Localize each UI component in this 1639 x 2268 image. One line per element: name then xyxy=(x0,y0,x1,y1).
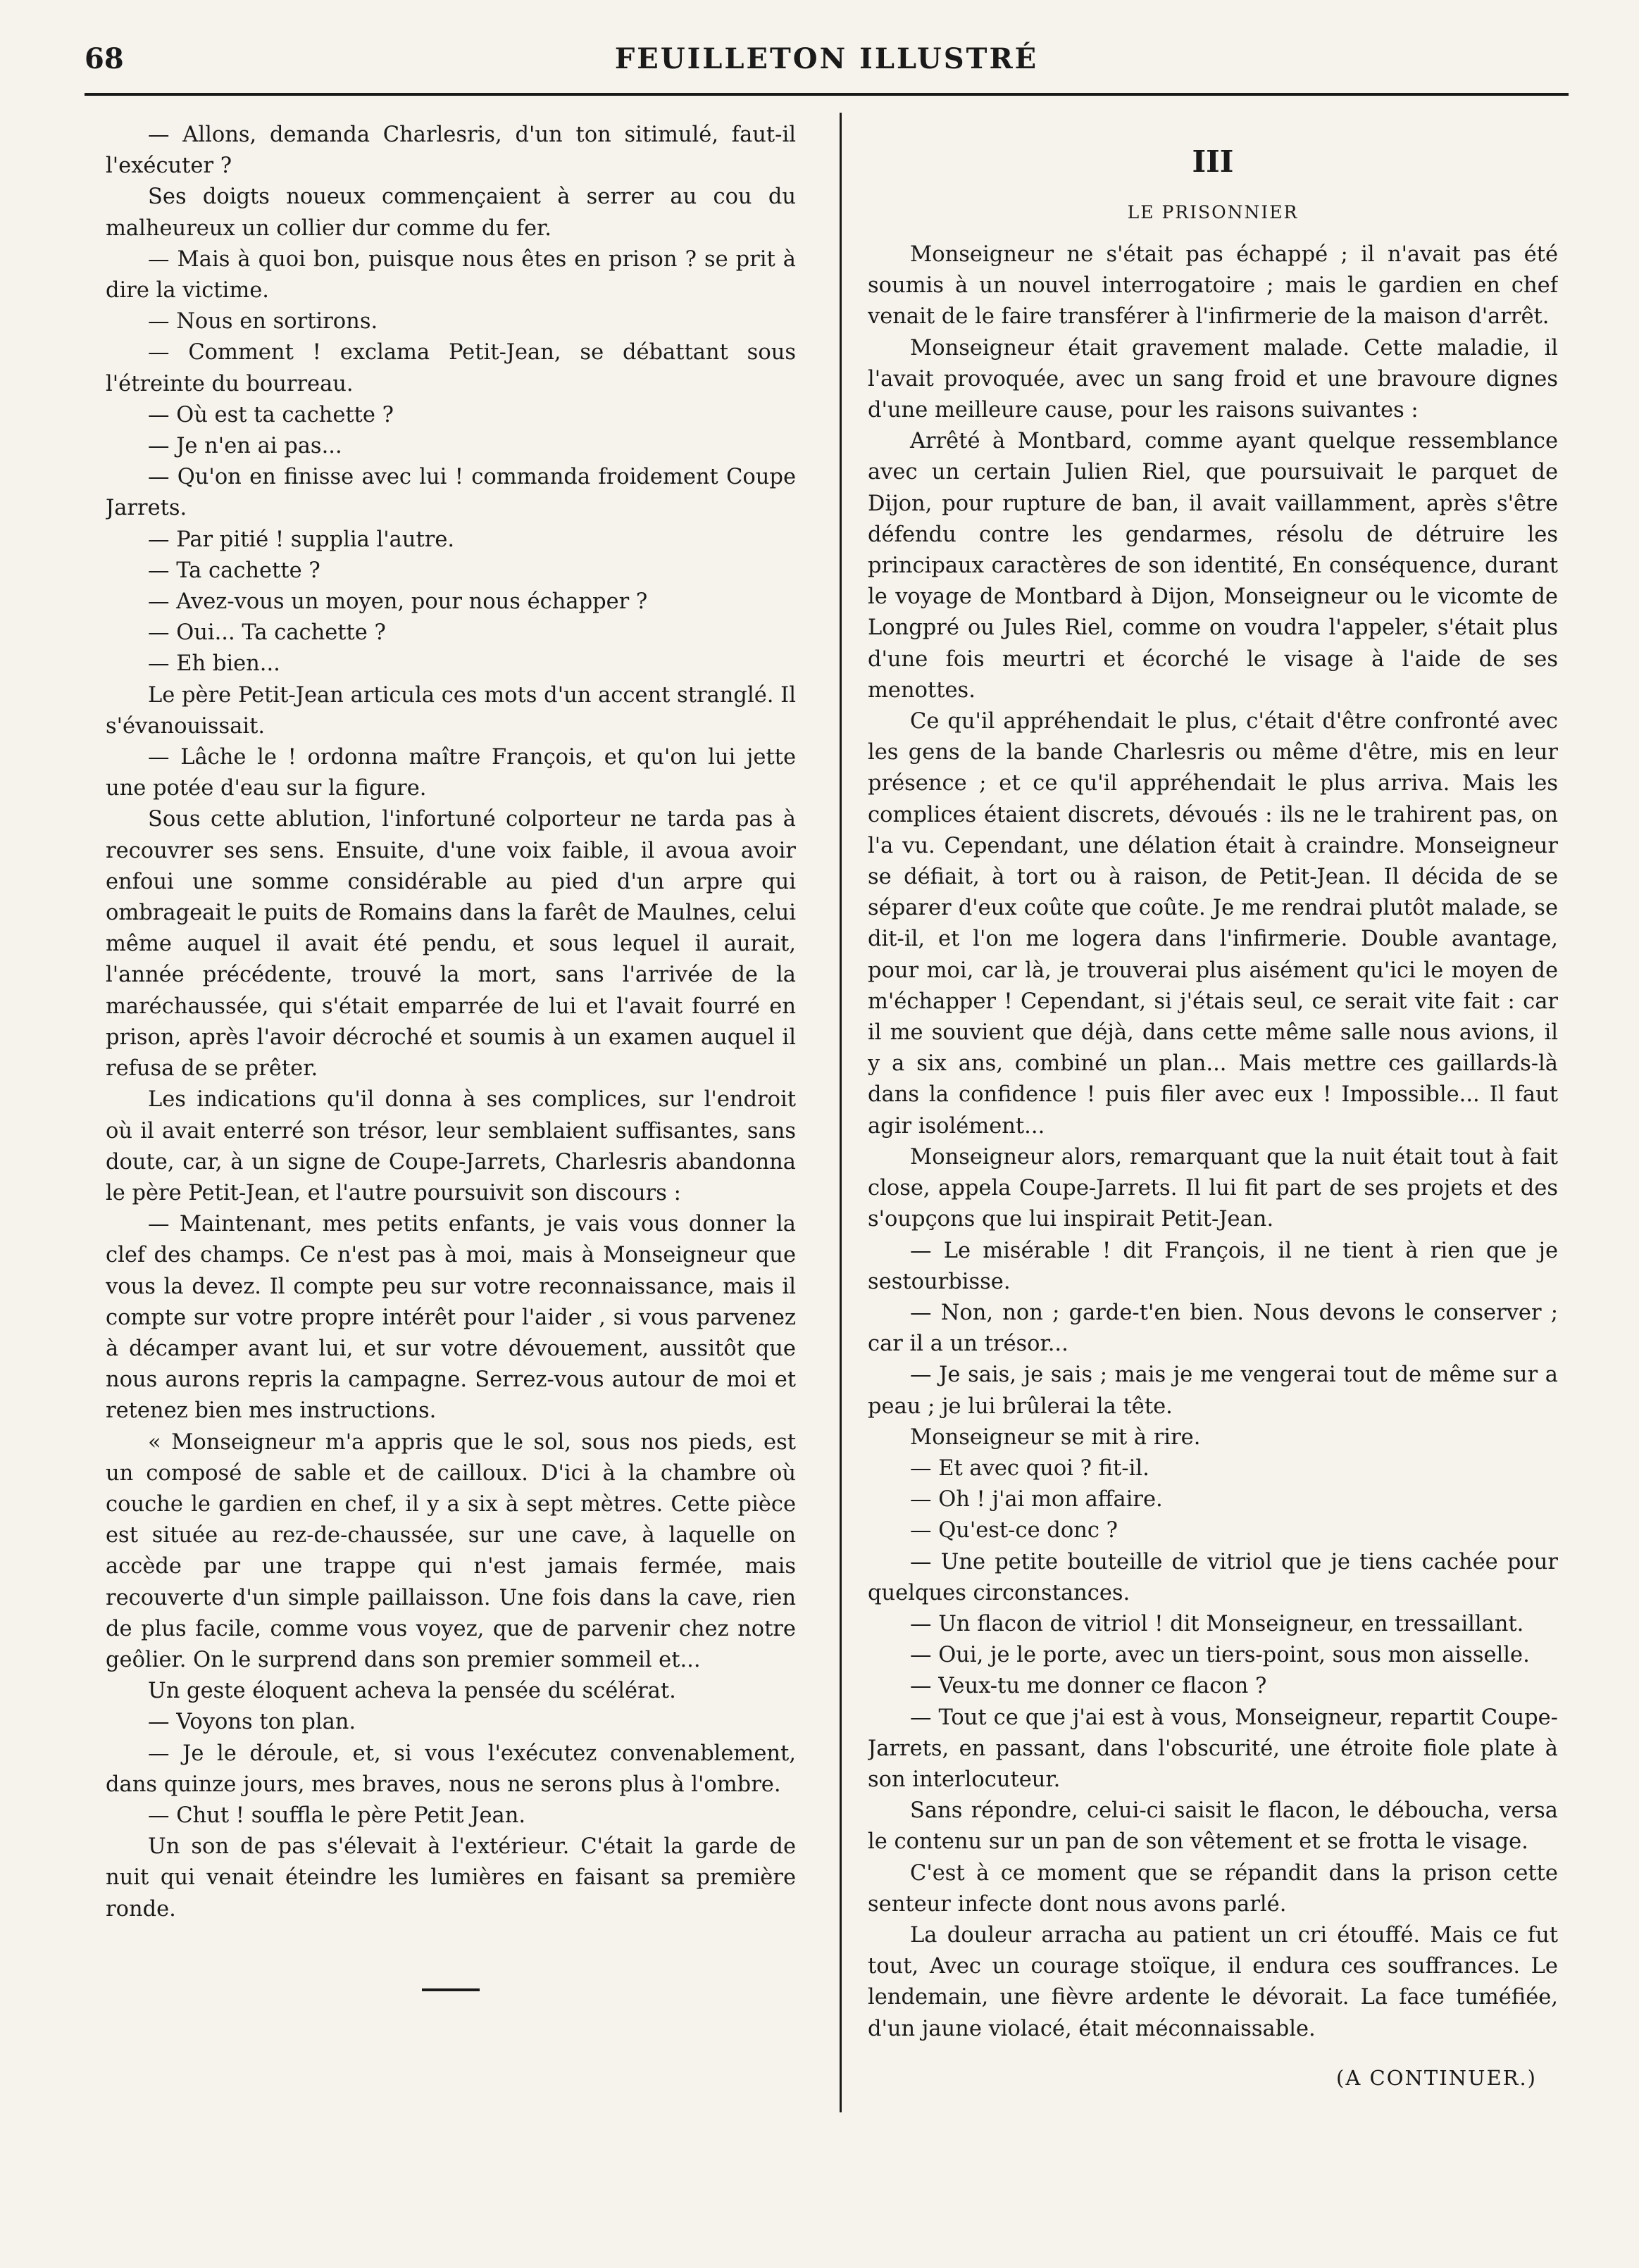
paragraph: — Mais à quoi bon, puisque nous êtes en prison ? se prit à dire la victime. xyxy=(106,246,796,303)
paragraph: Arrêté à Montbard, comme ayant quelque ressemblance avec un certain Julien Riel, que poursuivait le parquet de Dijon, pour rupture de ban, il avait vaillamment, après s'être défendu contre les gendarmes, résolu de détruire les principaux caractères de son identité, En conséquence, durant le voyage de Montbard à Dijon, Monseigneur ou le vicomte de Longpré ou Jules Riel, comme on voudra l'appeler, s'était plus d'une fois meurtri et écorché le visage à l'aide de ses menottes. xyxy=(868,429,1558,703)
paragraph: — Nous en sortirons. xyxy=(148,309,378,334)
right-column-text xyxy=(868,239,1558,2045)
paragraph: — Allons, demanda Charlesris, d'un ton sitimulé, faut-il l'exécuter ? xyxy=(106,123,796,179)
paragraph: C'est à ce moment que se répandit dans la prison cette senteur infecte dont nous avons parlé. xyxy=(868,1860,1558,1917)
paragraph: — Oui, je le porte, avec un tiers-point, sous mon aisselle. xyxy=(910,1643,1530,1668)
paragraph: Monseigneur alors, remarquant que la nuit était tout à fait close, appela Coupe-Jarrets. Il lui fit part de ses projets et des s'oupçons que lui inspirait Petit-Jean. xyxy=(868,1144,1558,1232)
paragraph: Ce qu'il appréhendait le plus, c'était d'être confronté avec les gens de la bande Charlesris ou même d'être, mis en leur présence ; et ce qu'il appréhendait le plus arriva. Mais les complices étaient discrets, dévoués : ils ne le trahirent pas, on l'a vu. Cependant, une délation était à craindre. Monseigneur se défiait, à tort ou à raison, de Petit-Jean. Il décida de se séparer d'eux coûte que coûte. Je me rendrai plutôt malade, se dit-il, et l'on me logera dans l'infirmerie. Double avantage, pour moi, car là, je trouverai plus aisément qu'ici le moyen de m'échapper ! Cependant, si j'étais seul, ce serait vite fait : car il me souvient que déjà, dans cette même salle nous avions, il y a six ans, combiné un plan... Mais mettre ces gaillards-là dans la confidence ! puis filer avec eux ! Impossible... Il faut agir isolément... xyxy=(868,709,1558,1139)
paragraph: — Chut ! souffla le père Petit Jean. xyxy=(148,1803,526,1828)
paragraph: — Qu'on en finisse avec lui ! commanda froidement Coupe Jarrets. xyxy=(106,465,796,521)
paragraph: — Avez-vous un moyen, pour nous échapper ? xyxy=(148,589,648,615)
paragraph: — Je le déroule, et, si vous l'exécutez convenablement, dans quinze jours, mes braves, nous ne serons plus à l'ombre. xyxy=(106,1741,796,1797)
paragraph: — Qu'est-ce donc ? xyxy=(910,1518,1118,1543)
paragraph: Sous cette ablution, l'infortuné colporteur ne tarda pas à recouvrer ses sens. Ensuite, d'une voix faible, il avoua avoir enfoui une somme considérable au pied d'un arpre qui ombrageait le puits de Romains dans la farêt de Maulnes, celui même auquel il avait été pendu, et sous lequel il aurait, l'année précédente, trouvé la mort, sans l'arrivée de la maréchaussée, qui s'était emparrée de lui et l'avait fourré en prison, après l'avoir décroché et soumis à un examen auquel il refusa de se prêter. xyxy=(106,807,796,1082)
paragraph: — Je sais, je sais ; mais je me vengerai tout de même sur a peau ; je lui brûlerai la tête. xyxy=(868,1362,1558,1419)
paragraph: — Comment ! exclama Petit-Jean, se débattant sous l'étreinte du bourreau. xyxy=(106,340,796,396)
paragraph: — Voyons ton plan. xyxy=(148,1710,356,1735)
paragraph: — Un flacon de vitriol ! dit Monseigneur, en tressaillant. xyxy=(910,1611,1524,1636)
paragraph: — Veux-tu me donner ce flacon ? xyxy=(910,1674,1267,1699)
column-divider xyxy=(840,113,842,2112)
paragraph: Un geste éloquent acheva la pensée du scélérat. xyxy=(148,1679,676,1704)
paragraph: Monseigneur ne s'était pas échappé ; il n'avait pas été soumis à un nouvel interrogatoire ; mais le gardien en chef venait de le faire transférer à l'infirmerie de la maison d'arrêt. xyxy=(868,242,1558,330)
paragraph: La douleur arracha au patient un cri étouffé. Mais ce fut tout, Avec un courage stoïque, il endura ces souffrances. Le lendemain, une fièvre ardente le dévorait. La face tuméfiée, d'un jaune violacé, était méconnaissable. xyxy=(868,1922,1558,2041)
paragraph: Ses doigts noueux commençaient à serrer au cou du malheureux un collier dur comme du fer. xyxy=(106,184,796,241)
page-number: 68 xyxy=(85,42,124,75)
paragraph: — Et avec quoi ? fit-il. xyxy=(910,1455,1149,1481)
paragraph: Monseigneur était gravement malade. Cette maladie, il l'avait provoquée, avec un sang froid et une bravoure dignes d'une meilleure cause, pour les raisons suivantes : xyxy=(868,335,1558,423)
paragraph: — Lâche le ! ordonna maître François, et qu'on lui jette une potée d'eau sur la figure. xyxy=(106,745,796,801)
paragraph: — Maintenant, mes petits enfants, je vais vous donner la clef des champs. Ce n'est pas à moi, mais à Monseigneur que vous la devez. Il compte peu sur votre reconnaissance, mais il compte sur votre propre intérêt pour l'aider , si vous parvenez à décamper avant lui, et sur votre dévouement, aussitôt que nous aurons repris la campagne. Serrez-vous autour de moi et retenez bien mes instructions. xyxy=(106,1212,796,1424)
paragraph: — Par pitié ! supplia l'autre. xyxy=(148,527,455,552)
paragraph: — Tout ce que j'ai est à vous, Monseigneur, repartit Coupe-Jarrets, en passant, dans l'obscurité, une étroite fiole plate à son interlocuteur. xyxy=(868,1705,1558,1792)
paragraph: Sans répondre, celui-ci saisit le flacon, le déboucha, versa le contenu sur un pan de son vêtement et se frotta le visage. xyxy=(868,1798,1558,1855)
paragraph: — Non, non ; garde-t'en bien. Nous devons le conserver ; car il a un trésor... xyxy=(868,1300,1558,1357)
paragraph: Monseigneur se mit à rire. xyxy=(910,1424,1201,1450)
paragraph: — Le misérable ! dit François, il ne tient à rien que je sestourbisse. xyxy=(868,1238,1558,1294)
paragraph: — Une petite bouteille de vitriol que je tiens cachée pour quelques circonstances. xyxy=(868,1549,1558,1605)
running-title: FEUILLETON ILLUSTRÉ xyxy=(614,42,1039,75)
paragraph: — Je n'en ai pas... xyxy=(148,434,342,459)
paragraph: — Eh bien... xyxy=(148,651,280,677)
chapter-numeral: III xyxy=(1192,144,1234,179)
paragraph: — Oh ! j'ai mon affaire. xyxy=(910,1487,1163,1512)
chapter-title: LE PRISONNIER xyxy=(1127,202,1299,223)
paragraph: Les indications qu'il donna à ses complices, sur l'endroit où il avait enterré son trésor, leur semblaient suffisantes, sans doute, car, à un signe de Coupe-Jarrets, Charlesris abandonna le père Petit-Jean, et l'autre poursuivit son discours : xyxy=(106,1087,796,1205)
to-be-continued: (A CONTINUER.) xyxy=(1336,2065,1537,2090)
header-rule xyxy=(85,93,1569,96)
paragraph: Un son de pas s'élevait à l'extérieur. C'était la garde de nuit qui venait éteindre les lumières en faisant sa première ronde. xyxy=(106,1834,796,1922)
paragraph: — Oui... Ta cachette ? xyxy=(148,620,386,646)
paragraph: Le père Petit-Jean articula ces mots d'un accent stranglé. Il s'évanouissait. xyxy=(106,682,796,739)
paragraph: « Monseigneur m'a appris que le sol, sous nos pieds, est un composé de sable et de cailloux. D'ici à la chambre où couche le gardien en chef, il y a six à sept mètres. Cette pièce est située au rez-de-chaussée, sur une cave, à laquelle on accède par une trappe qui n'est jamais fermée, mais recouverte d'un simple paillaisson. Une fois dans la cave, rien de plus facile, comme vous voyez, que de parvenir chez notre geôlier. On le surprend dans son premier sommeil et... xyxy=(106,1429,796,1672)
page-header xyxy=(85,42,1569,92)
right-column xyxy=(868,120,1558,2204)
left-column xyxy=(106,120,796,2204)
paragraph: — Ta cachette ? xyxy=(148,558,320,583)
paragraph: — Où est ta cachette ? xyxy=(148,402,394,427)
column-end-rule xyxy=(422,1988,480,1991)
